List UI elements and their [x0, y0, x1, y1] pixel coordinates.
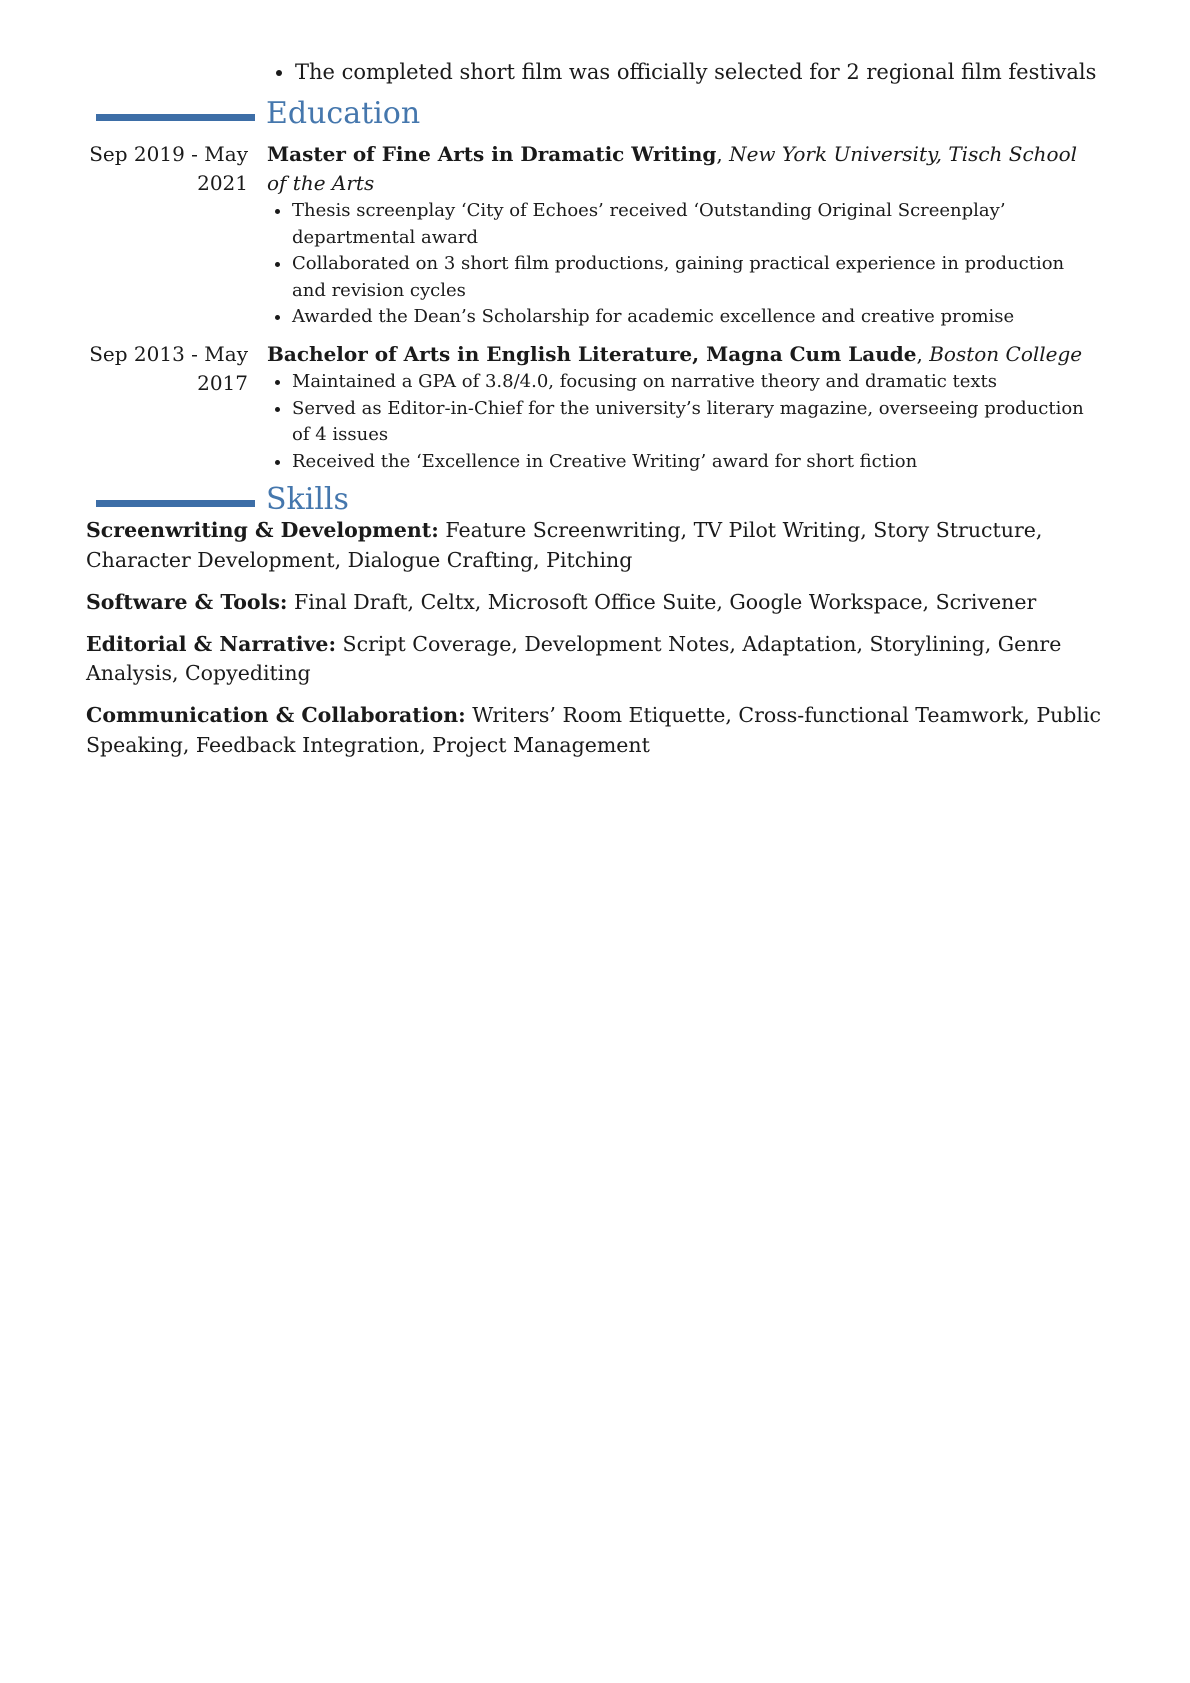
skill-items: Final Draft, Celtx, Microsoft Office Suite, Google Workspace, Scrivener — [294, 589, 1037, 614]
education-entry-body — [267, 340, 1097, 475]
carry-over-bullet-list — [267, 58, 1155, 86]
education-heading-rule — [96, 114, 255, 121]
education-separator: , — [916, 342, 930, 366]
skill-row — [86, 630, 1116, 689]
skills-heading-rule — [96, 500, 255, 507]
education-bullet: • Awarded the Dean’s Scholarship for academic excellence and creative promise — [292, 304, 1097, 331]
skill-row — [86, 588, 1116, 618]
education-entry-dates: Sep 2013 - May 2017 — [89, 342, 248, 395]
education-degree: Master of Fine Arts in Dramatic Writing — [267, 142, 717, 166]
education-entry-dates: Sep 2019 - May 2021 — [89, 142, 248, 195]
education-separator: , — [716, 142, 730, 166]
education-bullet-list — [267, 369, 1097, 475]
skills-list — [86, 516, 1116, 773]
skills-section-header — [96, 481, 1096, 521]
skills-heading: Skills — [266, 482, 349, 517]
education-entry-heading — [267, 340, 1097, 369]
education-bullet: • Thesis screenplay ‘City of Echoes’ received ‘Outstanding Original Screenplay’ departmental award — [292, 198, 1097, 251]
education-institution: New York University, Tisch School of the Arts — [267, 142, 1078, 195]
education-bullet-list — [267, 198, 1097, 331]
education-bullet: • Served as Editor-in-Chief for the university’s literary magazine, overseeing production of 4 issues — [292, 396, 1097, 449]
skill-category: Screenwriting & Development: — [86, 518, 439, 542]
education-bullet: • Received the ‘Excellence in Creative Writing’ award for short fiction — [292, 449, 1097, 476]
education-heading: Education — [266, 96, 421, 131]
skill-row — [86, 516, 1116, 575]
education-entry-heading — [267, 140, 1097, 198]
education-section-header — [96, 95, 1096, 135]
education-entry-body — [267, 140, 1097, 331]
education-bullet: • Maintained a GPA of 3.8/4.0, focusing on narrative theory and dramatic texts — [292, 369, 1097, 396]
skill-items: Feature Screenwriting, TV Pilot Writing, Story Structure, Character Development, Dialogue Crafting, Pitching — [86, 518, 1043, 572]
skill-category: Software & Tools: — [86, 589, 288, 614]
education-institution: Boston College — [929, 342, 1083, 366]
skill-category: Communication & Collaboration: — [86, 703, 466, 727]
skill-items: Script Coverage, Development Notes, Adaptation, Storylining, Genre Analysis, Copyediting — [86, 631, 1062, 685]
education-degree: Bachelor of Arts in English Literature, Magna Cum Laude — [267, 342, 917, 366]
skill-row — [86, 701, 1116, 760]
education-bullet: • Collaborated on 3 short film productions, gaining practical experience in production and revision cycles — [292, 251, 1097, 304]
skill-category: Editorial & Narrative: — [86, 631, 337, 656]
skill-items: Writers’ Room Etiquette, Cross-functional Teamwork, Public Speaking, Feedback Integration, Project Management — [86, 703, 1102, 757]
carry-over-bullet: • The completed short film was officially selected for 2 regional film festivals — [295, 58, 1155, 86]
